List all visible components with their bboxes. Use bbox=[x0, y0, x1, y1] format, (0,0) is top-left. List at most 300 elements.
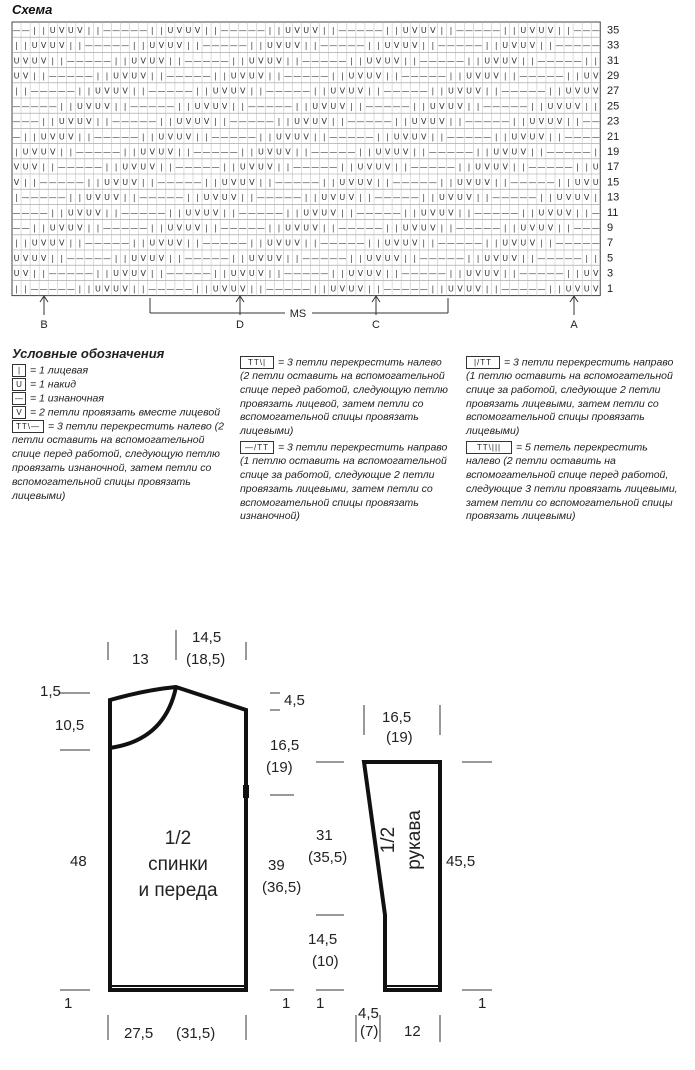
chart-stitch-symbol: — bbox=[302, 284, 311, 294]
chart-stitch-symbol: V bbox=[574, 86, 581, 96]
chart-stitch-symbol: V bbox=[22, 56, 29, 66]
dim-sleeve-left: 31 bbox=[316, 827, 333, 844]
chart-stitch-symbol: — bbox=[338, 41, 347, 51]
chart-stitch-symbol: U bbox=[330, 284, 337, 294]
chart-stitch-symbol: V bbox=[258, 269, 264, 279]
chart-stitch-symbol: U bbox=[520, 238, 527, 248]
chart-stitch-symbol: | bbox=[485, 147, 489, 157]
chart-stitch-symbol: — bbox=[121, 41, 130, 51]
chart-stitch-symbol: U bbox=[583, 71, 590, 81]
chart-stitch-symbol: — bbox=[492, 223, 501, 233]
chart-stitch-symbol: — bbox=[329, 147, 338, 157]
chart-stitch-symbol: U bbox=[348, 269, 355, 279]
body-label-2: спинки bbox=[148, 854, 208, 875]
chart-stitch-symbol: — bbox=[338, 147, 347, 157]
chart-stitch-symbol: V bbox=[31, 162, 38, 172]
chart-stitch-symbol: U bbox=[158, 147, 165, 157]
chart-stitch-symbol: | bbox=[96, 269, 100, 279]
chart-stitch-symbol: V bbox=[448, 193, 454, 203]
chart-stitch-symbol: U bbox=[493, 147, 500, 157]
chart-stitch-symbol: | bbox=[51, 56, 55, 66]
chart-stitch-symbol: | bbox=[377, 284, 380, 294]
chart-stitch-symbol: V bbox=[529, 223, 536, 233]
chart-stitch-symbol: | bbox=[594, 56, 598, 66]
chart-stitch-symbol: | bbox=[24, 238, 27, 248]
chart-stitch-symbol: | bbox=[594, 147, 598, 157]
legend-item-purl: — = 1 изнаночная bbox=[12, 392, 224, 406]
chart-stitch-symbol: | bbox=[404, 162, 408, 172]
chart-stitch-symbol: — bbox=[347, 41, 356, 51]
chart-stitch-symbol: V bbox=[583, 177, 590, 187]
chart-stitch-symbol: — bbox=[320, 238, 329, 248]
chart-stitch-symbol: U bbox=[248, 71, 255, 81]
chart-stitch-symbol: | bbox=[377, 86, 380, 96]
chart-stitch-symbol: V bbox=[285, 147, 291, 157]
chart-stitch-symbol: V bbox=[312, 208, 318, 218]
chart-stitch-symbol: — bbox=[302, 269, 311, 279]
chart-stitch-symbol: — bbox=[220, 253, 229, 263]
chart-stitch-symbol: — bbox=[256, 117, 265, 127]
chart-stitch-symbol: — bbox=[365, 101, 374, 111]
chart-stitch-symbol: | bbox=[503, 25, 507, 35]
chart-stitch-symbol: | bbox=[521, 253, 525, 263]
chart-stitch-symbol: | bbox=[78, 132, 82, 142]
chart-stitch-symbol: U bbox=[176, 132, 183, 142]
chart-stitch-symbol: — bbox=[555, 41, 564, 51]
chart-stitch-symbol: | bbox=[585, 56, 589, 66]
chart-stitch-symbol: — bbox=[329, 56, 338, 66]
chart-stitch-symbol: | bbox=[178, 253, 181, 263]
chart-stitch-symbol: — bbox=[365, 208, 374, 218]
chart-stitch-symbol: — bbox=[30, 101, 39, 111]
dim-shoulder-alt: (18,5) bbox=[186, 651, 226, 668]
chart-stitch-symbol: | bbox=[322, 177, 326, 187]
chart-markers bbox=[40, 296, 578, 315]
chart-stitch-symbol: U bbox=[185, 25, 192, 35]
dim-sleeve-hem-left: 1 bbox=[316, 995, 325, 1012]
chart-stitch-symbol: — bbox=[347, 223, 356, 233]
chart-stitch-symbol: V bbox=[592, 71, 599, 81]
chart-stitch-symbol: — bbox=[501, 208, 510, 218]
chart-stitch-symbol: | bbox=[33, 71, 36, 81]
chart-stitch-symbol: — bbox=[238, 25, 247, 35]
chart-stitch-symbol: — bbox=[374, 223, 383, 233]
chart-stitch-symbol: | bbox=[150, 177, 154, 187]
chart-stitch-symbol: — bbox=[57, 71, 66, 81]
chart-stitch-symbol: | bbox=[549, 86, 552, 96]
chart-stitch-symbol: — bbox=[483, 132, 492, 142]
chart-stitch-symbol: | bbox=[567, 71, 570, 81]
chart-stitch-symbol: V bbox=[538, 117, 545, 127]
chart-stitch-symbol: | bbox=[440, 284, 444, 294]
chart-stitch-symbol: — bbox=[112, 25, 121, 35]
chart-stitch-symbol: U bbox=[167, 25, 174, 35]
chart-stitch-symbol: | bbox=[51, 117, 55, 127]
chart-stitch-symbol: — bbox=[112, 147, 121, 157]
chart-stitch-symbol: U bbox=[529, 117, 536, 127]
chart-stitch-symbol: — bbox=[121, 25, 130, 35]
chart-stitch-symbol: — bbox=[374, 193, 383, 203]
chart-stitch-symbol: V bbox=[203, 117, 210, 127]
chart-stitch-symbol: V bbox=[122, 284, 128, 294]
chart-stitch-symbol: — bbox=[392, 177, 401, 187]
chart-stitch-symbol: V bbox=[475, 284, 481, 294]
chart-stitch-symbol: — bbox=[338, 253, 347, 263]
chart-stitch-symbol: — bbox=[428, 269, 437, 279]
chart-stitch-symbol: — bbox=[501, 86, 510, 96]
chart-stitch-symbol: | bbox=[449, 117, 453, 127]
chart-stitch-symbol: — bbox=[284, 284, 293, 294]
chart-stitch-symbol: — bbox=[428, 147, 437, 157]
chart-stitch-symbol: V bbox=[357, 284, 364, 294]
chart-stitch-symbol: — bbox=[582, 25, 591, 35]
chart-stitch-symbol: V bbox=[511, 41, 518, 51]
chart-stitch-symbol: V bbox=[276, 238, 282, 248]
yarnover-symbol-icon: U bbox=[12, 378, 26, 391]
chart-stitch-symbol: — bbox=[229, 132, 238, 142]
sleeve-label-1: 1/2 bbox=[378, 826, 399, 854]
chart-stitch-symbol: — bbox=[528, 71, 537, 81]
chart-stitch-symbol: — bbox=[84, 162, 93, 172]
chart-stitch-symbol: | bbox=[313, 41, 317, 51]
chart-stitch-symbol: U bbox=[447, 86, 454, 96]
chart-stitch-symbol: | bbox=[214, 117, 217, 127]
chart-stitch-symbol: — bbox=[338, 238, 347, 248]
chart-stitch-symbol: | bbox=[223, 208, 227, 218]
chart-stitch-symbol: — bbox=[84, 238, 93, 248]
chart-stitch-symbol: — bbox=[274, 284, 283, 294]
chart-stitch-symbol: — bbox=[401, 269, 410, 279]
chart-stitch-symbol: | bbox=[132, 238, 136, 248]
chart-stitch-symbol: — bbox=[537, 71, 546, 81]
chart-row-number: 7 bbox=[607, 237, 614, 250]
chart-stitch-symbol: — bbox=[392, 284, 401, 294]
chart-stitch-symbol: | bbox=[440, 132, 444, 142]
chart-row-number: 27 bbox=[607, 85, 620, 98]
chart-stitch-symbol: — bbox=[302, 86, 311, 96]
chart-stitch-symbol: U bbox=[194, 117, 201, 127]
chart-stitch-symbol: | bbox=[60, 253, 64, 263]
chart-stitch-symbol: V bbox=[140, 253, 146, 263]
chart-stitch-symbol: | bbox=[558, 177, 561, 187]
chart-stitch-symbol: | bbox=[33, 269, 36, 279]
chart-stitch-symbol: V bbox=[212, 193, 219, 203]
chart-stitch-symbol: U bbox=[321, 193, 328, 203]
chart-stitch-symbol: — bbox=[356, 132, 365, 142]
chart-stitch-symbol: — bbox=[474, 208, 483, 218]
chart-stitch-symbol: — bbox=[66, 162, 75, 172]
chart-stitch-symbol: | bbox=[141, 284, 145, 294]
chart-stitch-symbol: — bbox=[510, 208, 519, 218]
chart-stitch-symbol: — bbox=[30, 86, 39, 96]
chart-stitch-symbol: | bbox=[485, 193, 489, 203]
chart-stitch-symbol: V bbox=[176, 238, 183, 248]
chart-stitch-symbol: — bbox=[501, 193, 510, 203]
chart-stitch-symbol: — bbox=[302, 56, 311, 66]
chart-stitch-symbol: — bbox=[555, 162, 564, 172]
chart-stitch-symbol: U bbox=[266, 56, 273, 66]
chart-stitch-symbol: — bbox=[157, 208, 166, 218]
chart-stitch-symbol: V bbox=[402, 132, 409, 142]
chart-stitch-symbol: — bbox=[383, 193, 392, 203]
chart-stitch-symbol: U bbox=[176, 117, 183, 127]
legend-item-yarnover: U = 1 накид bbox=[12, 378, 224, 392]
chart-stitch-symbol: U bbox=[49, 41, 56, 51]
chart-stitch-symbol: — bbox=[302, 162, 311, 172]
chart-stitch-symbol: | bbox=[42, 223, 46, 233]
sleeve-outline bbox=[364, 762, 440, 990]
chart-stitch-symbol: U bbox=[556, 208, 563, 218]
chart-stitch-symbol: | bbox=[567, 269, 570, 279]
chart-stitch-symbol: | bbox=[132, 147, 136, 157]
chart-stitch-symbol: V bbox=[176, 41, 183, 51]
chart-stitch-symbol: — bbox=[112, 41, 121, 51]
chart-stitch-symbol: U bbox=[447, 284, 454, 294]
chart-stitch-symbol: — bbox=[410, 177, 419, 187]
chart-stitch-symbol: — bbox=[211, 132, 220, 142]
chart-stitch-symbol: U bbox=[212, 86, 219, 96]
chart-stitch-symbol: — bbox=[193, 253, 202, 263]
chart-stitch-symbol: | bbox=[558, 223, 561, 233]
chart-stitch-symbol: | bbox=[585, 253, 589, 263]
chart-stitch-symbol: | bbox=[250, 86, 254, 96]
chart-stitch-symbol: U bbox=[40, 132, 47, 142]
chart-stitch-symbol: | bbox=[277, 269, 281, 279]
chart-stitch-symbol: — bbox=[347, 238, 356, 248]
chart-stitch-symbol: | bbox=[169, 208, 172, 218]
chart-stitch-symbol: | bbox=[214, 269, 217, 279]
chart-stitch-symbol: V bbox=[484, 177, 490, 187]
chart-stitch-symbol: | bbox=[286, 56, 290, 66]
chart-stitch-symbol: | bbox=[340, 117, 344, 127]
chart-stitch-symbol: — bbox=[112, 117, 121, 127]
chart-stitch-symbol: U bbox=[140, 147, 147, 157]
chart-stitch-symbol: | bbox=[331, 269, 335, 279]
chart-stitch-symbol: — bbox=[238, 132, 247, 142]
chart-stitch-symbol: — bbox=[591, 223, 600, 233]
chart-stitch-symbol: V bbox=[375, 56, 382, 66]
chart-stitch-symbol: U bbox=[384, 56, 391, 66]
chart-stitch-symbol: — bbox=[112, 238, 121, 248]
chart-stitch-symbol: | bbox=[494, 132, 498, 142]
dim-cuff-len-alt: (10) bbox=[312, 953, 339, 970]
chart-stitch-symbol: V bbox=[375, 71, 382, 81]
chart-stitch-symbol: V bbox=[565, 208, 572, 218]
chart-stitch-symbol: | bbox=[33, 132, 36, 142]
chart-stitch-symbol: V bbox=[339, 284, 346, 294]
chart-stitch-symbol: — bbox=[419, 177, 428, 187]
chart-stitch-symbol: — bbox=[148, 284, 157, 294]
chart-stitch-symbol: — bbox=[582, 132, 591, 142]
dim-width: 27,5 bbox=[124, 1025, 154, 1042]
chart-stitch-symbol: | bbox=[458, 269, 462, 279]
chart-stitch-symbol: | bbox=[159, 223, 163, 233]
chart-stitch-symbol: — bbox=[202, 147, 211, 157]
chart-stitch-symbol: — bbox=[419, 71, 428, 81]
chart-stitch-symbol: V bbox=[511, 56, 518, 66]
dim-sleeve-len: 45,5 bbox=[446, 853, 476, 870]
chart-stitch-symbol: V bbox=[583, 193, 590, 203]
chart-stitch-symbol: V bbox=[194, 25, 201, 35]
chart-stitch-symbol: V bbox=[574, 284, 581, 294]
chart-stitch-symbol: — bbox=[455, 238, 464, 248]
dim-neck-width: 13 bbox=[132, 651, 149, 668]
chart-stitch-symbol: | bbox=[150, 25, 154, 35]
chart-stitch-symbol: | bbox=[476, 253, 480, 263]
chart-stitch-symbol: — bbox=[247, 25, 256, 35]
chart-stitch-symbol: | bbox=[295, 147, 299, 157]
chart-stitch-symbol: | bbox=[431, 284, 435, 294]
chart-stitch-symbol: | bbox=[232, 101, 236, 111]
chart-stitch-symbol: — bbox=[537, 253, 546, 263]
chart-stitch-symbol: | bbox=[87, 284, 91, 294]
chart-stitch-symbol: U bbox=[203, 193, 210, 203]
cross-5-left-symbol-icon: TT\||| bbox=[466, 441, 512, 454]
chart-stitch-symbol: — bbox=[519, 269, 528, 279]
chart-stitch-symbol: U bbox=[574, 193, 581, 203]
chart-stitch-symbol: — bbox=[356, 208, 365, 218]
dim-hem-right: 1 bbox=[282, 995, 291, 1012]
chart-stitch-symbol: | bbox=[503, 177, 507, 187]
chart-stitch-symbol: U bbox=[294, 117, 301, 127]
chart-stitch-symbol: U bbox=[484, 269, 491, 279]
chart-stitch-symbol: V bbox=[131, 177, 137, 187]
chart-stitch-symbol: V bbox=[430, 208, 436, 218]
chart-stitch-symbol: — bbox=[148, 208, 157, 218]
chart-stitch-symbol: | bbox=[232, 162, 236, 172]
chart-stitch-symbol: — bbox=[419, 284, 428, 294]
chart-stitch-symbol: V bbox=[339, 101, 346, 111]
chart-stitch-symbol: — bbox=[229, 117, 238, 127]
chart-stitch-symbol: V bbox=[149, 147, 156, 157]
chart-stitch-symbol: | bbox=[141, 177, 145, 187]
chart-stitch-symbol: — bbox=[492, 193, 501, 203]
chart-stitch-symbol: | bbox=[322, 223, 326, 233]
chart-stitch-symbol: | bbox=[540, 147, 543, 157]
chart-stitch-symbol: — bbox=[446, 132, 455, 142]
chart-stitch-symbol: | bbox=[531, 253, 534, 263]
chart-stitch-symbol: | bbox=[422, 41, 426, 51]
chart-stitch-symbol: U bbox=[303, 208, 310, 218]
chart-stitch-symbol: | bbox=[413, 101, 417, 111]
chart-stitch-symbol: U bbox=[49, 238, 56, 248]
chart-stitch-symbol: U bbox=[95, 284, 101, 294]
chart-stitch-symbol: | bbox=[69, 101, 73, 111]
chart-stitch-symbol: U bbox=[131, 269, 138, 279]
chart-stitch-symbol: | bbox=[467, 56, 471, 66]
chart-stitch-symbol: U bbox=[67, 208, 74, 218]
chart-stitch-symbol: | bbox=[159, 117, 163, 127]
chart-stitch-symbol: — bbox=[446, 56, 455, 66]
chart-stitch-symbol: | bbox=[277, 162, 281, 172]
chart-stitch-symbol: — bbox=[148, 86, 157, 96]
chart-stitch-symbol: — bbox=[437, 147, 446, 157]
chart-stitch-symbol: U bbox=[438, 193, 445, 203]
chart-stitch-symbol: — bbox=[510, 177, 519, 187]
chart-stitch-symbol: | bbox=[558, 86, 561, 96]
chart-stitch-symbol: | bbox=[150, 223, 154, 233]
chart-stitch-symbol: — bbox=[39, 86, 48, 96]
chart-stitch-symbol: | bbox=[331, 71, 335, 81]
chart-stitch-symbol: — bbox=[39, 208, 48, 218]
chart-stitch-symbol: | bbox=[576, 71, 579, 81]
chart-stitch-symbol: | bbox=[576, 269, 579, 279]
chart-stitch-symbol: — bbox=[365, 132, 374, 142]
chart-stitch-symbol: V bbox=[113, 177, 119, 187]
dim-side: 39 bbox=[268, 857, 285, 874]
chart-stitch-symbol: U bbox=[257, 147, 264, 157]
chart-stitch-symbol: | bbox=[42, 162, 46, 172]
chart-stitch-symbol: | bbox=[331, 25, 335, 35]
chart-stitch-symbol: — bbox=[555, 253, 564, 263]
chart-stitch-symbol: | bbox=[512, 25, 516, 35]
chart-stitch-symbol: | bbox=[250, 147, 254, 157]
chart-stitch-symbol: V bbox=[457, 101, 463, 111]
chart-stitch-symbol: — bbox=[311, 71, 320, 81]
chart-stitch-symbol: — bbox=[274, 101, 283, 111]
chart-row-number: 25 bbox=[607, 100, 620, 113]
chart-stitch-symbol: — bbox=[293, 177, 302, 187]
chart-stitch-symbol: — bbox=[202, 238, 211, 248]
chart-stitch-symbol: — bbox=[329, 162, 338, 172]
chart-stitch-symbol: — bbox=[528, 177, 537, 187]
chart-stitch-symbol: — bbox=[465, 117, 474, 127]
chart-stitch-symbol: U bbox=[357, 162, 364, 172]
chart-stitch-symbol: — bbox=[591, 25, 600, 35]
chart-stitch-symbol: — bbox=[175, 71, 184, 81]
chart-stitch-symbol: — bbox=[401, 86, 410, 96]
chart-stitch-symbol: | bbox=[259, 86, 263, 96]
chart-row-number: 5 bbox=[607, 252, 614, 265]
chart-stitch-symbol: — bbox=[193, 147, 202, 157]
chart-stitch-symbol: U bbox=[285, 238, 291, 248]
chart-stitch-symbol: | bbox=[549, 193, 552, 203]
chart-stitch-symbol: — bbox=[483, 25, 492, 35]
chart-stitch-symbol: | bbox=[440, 86, 444, 96]
legend-title: Условные обозначения bbox=[12, 346, 165, 361]
chart-stitch-symbol: U bbox=[547, 117, 554, 127]
chart-stitch-symbol: U bbox=[384, 253, 391, 263]
chart-stitch-symbol: — bbox=[483, 101, 492, 111]
chart-stitch-symbol: | bbox=[558, 25, 561, 35]
chart-stitch-symbol: U bbox=[294, 132, 301, 142]
chart-stitch-symbol: U bbox=[230, 269, 237, 279]
chart-stitch-symbol: — bbox=[166, 177, 175, 187]
chart-stitch-symbol: V bbox=[421, 132, 427, 142]
chart-row-number: 31 bbox=[607, 54, 620, 67]
chart-stitch-symbol: | bbox=[313, 86, 317, 96]
dim-sleeve-left-alt: (35,5) bbox=[308, 849, 348, 866]
chart-stitch-symbol: | bbox=[141, 132, 145, 142]
chart-stitch-symbol: — bbox=[220, 238, 229, 248]
chart-stitch-symbol: — bbox=[437, 71, 446, 81]
chart-stitch-symbol: U bbox=[583, 269, 590, 279]
dim-armhole-alt: (19) bbox=[266, 759, 293, 776]
chart-stitch-symbol: — bbox=[93, 162, 102, 172]
chart-stitch-symbol: — bbox=[66, 86, 75, 96]
chart-stitch-symbol: U bbox=[475, 177, 482, 187]
purl-symbol-icon: — bbox=[12, 392, 26, 405]
chart-stitch-symbol: U bbox=[457, 193, 463, 203]
chart-stitch-symbol: U bbox=[366, 269, 373, 279]
chart-stitch-symbol: | bbox=[440, 223, 444, 233]
chart-stitch-symbol: — bbox=[21, 25, 30, 35]
chart-stitch-symbol: — bbox=[274, 193, 283, 203]
chart-stitch-symbol: | bbox=[359, 147, 362, 157]
chart-stitch-symbol: V bbox=[502, 147, 508, 157]
chart-stitch-symbol: | bbox=[232, 253, 236, 263]
chart-stitch-symbol: U bbox=[393, 132, 400, 142]
